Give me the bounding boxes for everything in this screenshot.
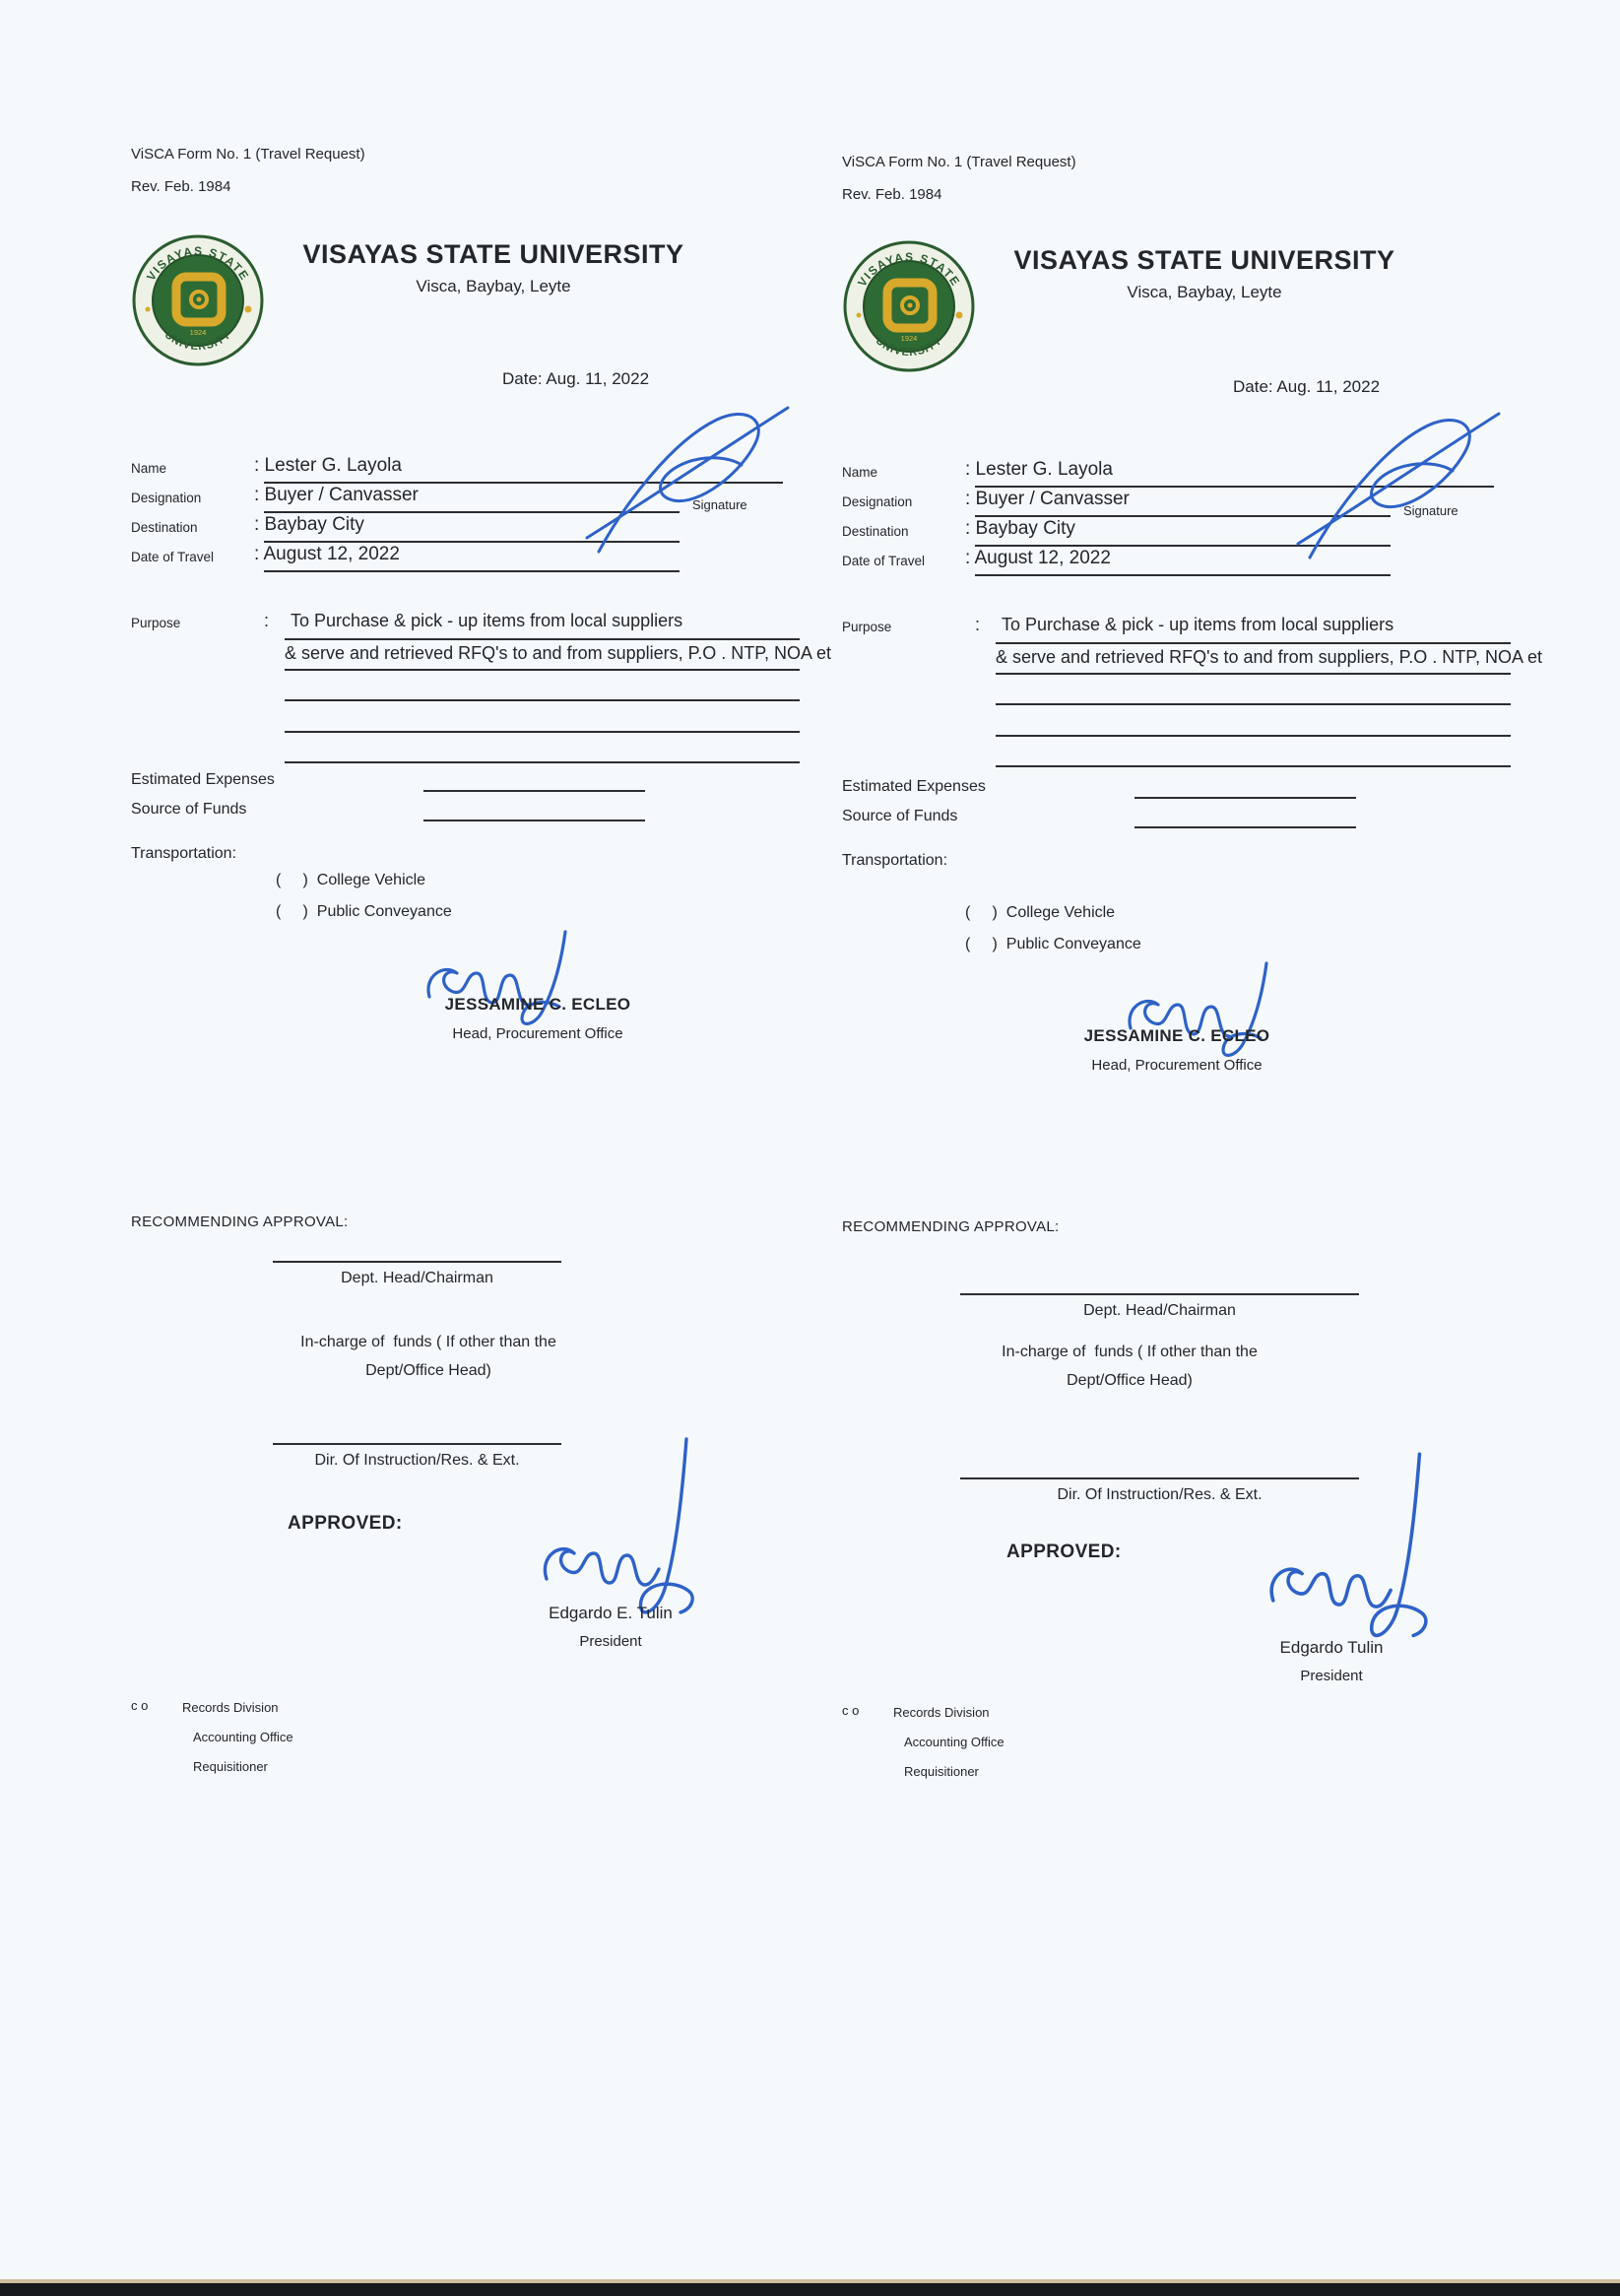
option-college-vehicle: ( ) College Vehicle (276, 872, 426, 888)
seal-year: 1924 (900, 334, 918, 343)
expenses-section (711, 773, 1528, 832)
field-label: Date of Travel (842, 554, 926, 568)
procurement-head-name: JESSAMINE C. ECLEO (1083, 1026, 1270, 1045)
cc-items (893, 1699, 1139, 1788)
field-label: Name (131, 461, 167, 476)
purpose-label: Purpose (131, 616, 181, 630)
approved-heading: APPROVED: (1006, 1542, 1122, 1562)
field-value: : Baybay City (254, 514, 364, 535)
dept-head-caption: Dept. Head/Chairman (1083, 1302, 1236, 1319)
date-of-travel-underline (264, 570, 680, 572)
field-label: Destination (131, 520, 198, 535)
university-seal (842, 239, 976, 373)
university-name: VISAYAS STATE UNIVERSITY (1013, 245, 1395, 275)
purpose-section (711, 613, 1543, 790)
estimated-expenses-label: Estimated Expenses (131, 771, 275, 788)
procurement-head-block (370, 995, 705, 1042)
signature-caption: Signature (1403, 503, 1458, 518)
signature-caption: Signature (692, 497, 747, 512)
cc-label: c o (842, 1703, 860, 1718)
cc-item: Accounting Office (904, 1735, 1004, 1749)
purpose-text-line2: & serve and retrieved RFQ's to and from suppliers, P.O . NTP, NOA et (285, 643, 832, 663)
incharge-of-funds-note: In-charge of funds ( If other than the Dept/Office Head) (1002, 1344, 1258, 1389)
seal-year: 1924 (189, 328, 207, 337)
director-signature-block (273, 1443, 561, 1470)
cc-label: c o (131, 1698, 149, 1713)
field-label: Name (842, 465, 878, 480)
form-number: ViSCA Form No. 1 (Travel Request) (842, 154, 1076, 170)
field-label: Date of Travel (131, 550, 215, 564)
estimated-expenses-blank-line (423, 790, 645, 792)
president-title: President (579, 1633, 642, 1650)
source-of-funds-label: Source of Funds (842, 808, 958, 824)
field-value: : Buyer / Canvasser (254, 485, 419, 505)
dept-head-signature-block (960, 1293, 1359, 1320)
source-of-funds-blank-line (1134, 826, 1356, 828)
purpose-colon: : (975, 615, 981, 634)
dept-head-signature-line (273, 1261, 561, 1263)
letterhead (264, 239, 723, 296)
purpose-text-line2: & serve and retrieved RFQ's to and from suppliers, P.O . NTP, NOA et (996, 647, 1543, 667)
procurement-head-block (1009, 1026, 1344, 1074)
cc-item: Requisitioner (193, 1759, 268, 1774)
requester-signature-ink (1292, 408, 1504, 565)
seal-ring-bottom-text: UNIVERSITY (873, 334, 945, 360)
university-name: VISAYAS STATE UNIVERSITY (302, 239, 684, 269)
president-block (1164, 1638, 1499, 1684)
form-number: ViSCA Form No. 1 (Travel Request) (131, 146, 365, 163)
expenses-section (0, 766, 817, 825)
field-value: : August 12, 2022 (254, 544, 400, 564)
estimated-expenses-label: Estimated Expenses (842, 778, 986, 795)
field-value: : Baybay City (965, 518, 1075, 539)
field-value: : Lester G. Layola (965, 459, 1113, 480)
purpose-blank-line-3 (996, 765, 1511, 767)
university-address: Visca, Baybay, Leyte (416, 277, 571, 295)
option-public-conveyance: ( ) Public Conveyance (276, 903, 452, 920)
purpose-label: Purpose (842, 620, 892, 634)
date-of-travel-underline (975, 574, 1391, 576)
date-line: Date: Aug. 11, 2022 (502, 369, 650, 388)
dept-head-signature-line (960, 1293, 1359, 1295)
approved-heading: APPROVED: (288, 1513, 403, 1534)
field-label: Designation (842, 494, 913, 509)
transportation-label: Transportation: (842, 852, 948, 869)
transportation-options (965, 904, 1141, 967)
purpose-section (0, 609, 832, 786)
date-line: Date: Aug. 11, 2022 (1233, 377, 1381, 396)
cc-item: Requisitioner (904, 1764, 979, 1779)
president-name: Edgardo E. Tulin (549, 1604, 673, 1622)
purpose-blank-line-2 (996, 735, 1511, 737)
president-title: President (1300, 1668, 1363, 1684)
cc-items (182, 1694, 428, 1783)
director-signature-line (273, 1443, 561, 1445)
purpose-underline-1 (996, 642, 1511, 644)
estimated-expenses-blank-line (1134, 797, 1356, 799)
procurement-head-name: JESSAMINE C. ECLEO (444, 995, 631, 1014)
purpose-text-line1: To Purchase & pick - up items from local suppliers (1002, 615, 1394, 634)
university-address: Visca, Baybay, Leyte (1127, 283, 1282, 301)
source-of-funds-blank-line (423, 820, 645, 821)
dept-head-signature-block (273, 1261, 561, 1287)
university-seal (131, 233, 265, 367)
transportation-label: Transportation: (131, 845, 237, 862)
incharge-of-funds-note: In-charge of funds ( If other than the Dept/Office Head) (300, 1334, 556, 1379)
option-college-vehicle: ( ) College Vehicle (965, 904, 1116, 921)
field-value: : Buyer / Canvasser (965, 489, 1130, 509)
field-label: Designation (131, 491, 202, 505)
purpose-colon: : (264, 611, 270, 630)
recommending-approval-heading: RECOMMENDING APPROVAL: (842, 1218, 1060, 1235)
dept-head-caption: Dept. Head/Chairman (341, 1270, 493, 1286)
director-caption: Dir. Of Instruction/Res. & Ext. (314, 1452, 520, 1469)
seal-ring-top-text: VISAYAS STATE (144, 243, 252, 284)
director-caption: Dir. Of Instruction/Res. & Ext. (1057, 1486, 1263, 1503)
letterhead (975, 245, 1434, 302)
form-copy-right (711, 0, 1543, 2296)
source-of-funds-label: Source of Funds (131, 801, 247, 818)
scan-edge-strip (0, 2283, 1620, 2296)
recommending-approval-heading: RECOMMENDING APPROVAL: (131, 1214, 349, 1230)
seal-ring-top-text: VISAYAS STATE (855, 249, 963, 290)
purpose-underline-2 (996, 673, 1511, 675)
cc-item: Accounting Office (193, 1730, 293, 1744)
president-signature-ink (1263, 1448, 1469, 1670)
field-value: : August 12, 2022 (965, 548, 1111, 568)
cc-item: Records Division (893, 1705, 990, 1720)
procurement-head-title: Head, Procurement Office (452, 1025, 623, 1042)
procurement-head-title: Head, Procurement Office (1091, 1057, 1263, 1074)
purpose-text-line1: To Purchase & pick - up items from local suppliers (291, 611, 683, 630)
field-value: : Lester G. Layola (254, 455, 402, 476)
seal-ring-bottom-text: UNIVERSITY (162, 328, 234, 354)
purpose-blank-line-1 (996, 703, 1511, 705)
cc-item: Records Division (182, 1700, 279, 1715)
president-name: Edgardo Tulin (1279, 1638, 1384, 1657)
field-label: Destination (842, 524, 909, 539)
option-public-conveyance: ( ) Public Conveyance (965, 936, 1141, 952)
form-revision: Rev. Feb. 1984 (131, 178, 231, 195)
form-revision: Rev. Feb. 1984 (842, 186, 942, 203)
